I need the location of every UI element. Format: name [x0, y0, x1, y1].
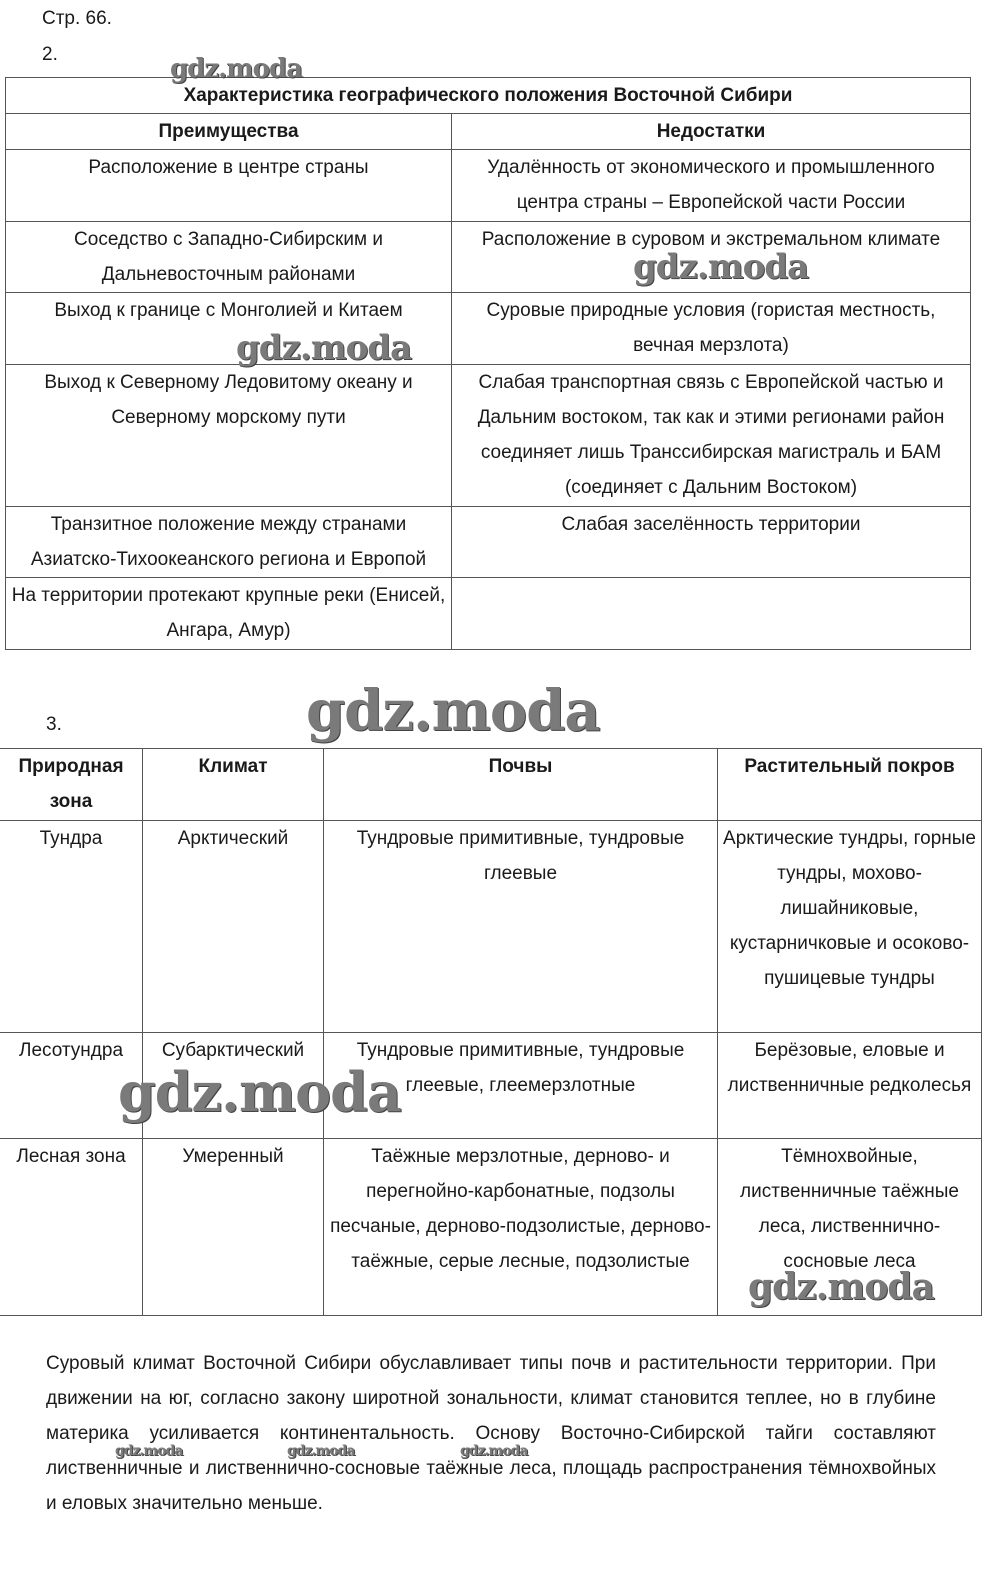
watermark: gdz.moda — [748, 1266, 934, 1308]
disadvantage-cell: Слабая заселённость территории — [452, 507, 971, 578]
header-zone: Природная зона — [0, 749, 143, 821]
watermark: gdz.moda — [170, 54, 303, 84]
advantage-cell: Транзитное положение между странами Азиатско-Тихоокеанского региона и Европой — [6, 507, 452, 578]
vegetation-cell: Тёмнохвойные, лиственничные таёжные леса, лиственнично-сосновые леса — [718, 1139, 982, 1316]
table-row — [6, 365, 971, 507]
disadvantage-cell: Суровые природные условия (гористая местность, вечная мерзлота) — [452, 293, 971, 365]
table-row — [6, 222, 971, 293]
geo-position-table — [5, 77, 971, 650]
watermark: gdz.moda — [306, 678, 600, 744]
header-vegetation: Растительный покров — [718, 749, 982, 821]
soils-cell: Таёжные мерзлотные, дерново- и перегнойно-карбонатные, подзолы песчаные, дерново-подзолистые, дерново-таёжные, серые лесные, подзолистые — [324, 1139, 718, 1316]
soils-cell: Тундровые примитивные, тундровые глеевые, глеемерзлотные — [324, 1033, 718, 1139]
natural-zones-table — [0, 748, 982, 1316]
conclusion-paragraph: Суровый климат Восточной Сибири обуславливает типы почв и растительности территории. При движении на юг, согласно закону широтной зональности, климат становится теплее, но в глубине материка усиливается континентальность. Основу Восточно-Сибирской тайги составляют лиственничные и лиственнично-сосновые таёжные леса, площадь распространения тёмнохвойных и еловых значительно меньше. — [46, 1353, 936, 1514]
disadvantage-cell: Удалённость от экономического и промышленного центра страны – Европейской части России — [452, 150, 971, 222]
watermark: gdz.moda — [236, 328, 412, 368]
header-disadvantages: Недостатки — [452, 114, 971, 150]
header-advantages: Преимущества — [6, 114, 452, 150]
advantage-cell: Расположение в центре страны — [6, 150, 452, 222]
climate-cell: Субарктический — [143, 1033, 324, 1139]
table-row — [6, 578, 971, 650]
watermark: gdz.moda — [115, 1443, 183, 1459]
zone-cell: Лесная зона — [0, 1139, 143, 1316]
zone-cell: Лесотундра — [0, 1033, 143, 1139]
advantage-cell: На территории протекают крупные реки (Енисей, Ангара, Амур) — [6, 578, 452, 650]
disadvantage-cell — [452, 578, 971, 650]
climate-cell: Умеренный — [143, 1139, 324, 1316]
soils-cell: Тундровые примитивные, тундровые глеевые — [324, 821, 718, 1033]
advantage-cell: Соседство с Западно-Сибирским и Дальневосточным районами — [6, 222, 452, 293]
zone-cell: Тундра — [0, 821, 143, 1033]
vegetation-cell: Арктические тундры, горные тундры, мохово-лишайниковые, кустарничковые и осоково-пушицевые тундры — [718, 821, 982, 1033]
task-2-number: 2. — [42, 44, 58, 65]
page-label: Стр. 66. — [42, 8, 112, 29]
watermark: gdz.moda — [287, 1443, 355, 1459]
task-3-number: 3. — [46, 714, 62, 735]
watermark: gdz.moda — [118, 1060, 401, 1124]
table-row — [6, 507, 971, 578]
header-climate: Климат — [143, 749, 324, 821]
disadvantage-cell: Расположение в суровом и экстремальном климате — [452, 222, 971, 293]
watermark: gdz.moda — [460, 1443, 528, 1459]
table-row — [6, 293, 971, 365]
table-row — [6, 150, 971, 222]
table-row — [0, 821, 982, 1033]
watermark: gdz.moda — [633, 247, 809, 287]
vegetation-cell: Берёзовые, еловые и лиственничные редколесья — [718, 1033, 982, 1139]
climate-cell: Арктический — [143, 821, 324, 1033]
table-title: Характеристика географического положения Восточной Сибири — [6, 78, 971, 114]
advantage-cell: Выход к Северному Ледовитому океану и Северному морскому пути — [6, 365, 452, 507]
header-soils: Почвы — [324, 749, 718, 821]
advantage-cell: Выход к границе с Монголией и Китаем — [6, 293, 452, 365]
disadvantage-cell: Слабая транспортная связь с Европейской частью и Дальним востоком, так как и этими регионами район соединяет лишь Транссибирская магистраль и БАМ (соединяет с Дальним Востоком) — [452, 365, 971, 507]
